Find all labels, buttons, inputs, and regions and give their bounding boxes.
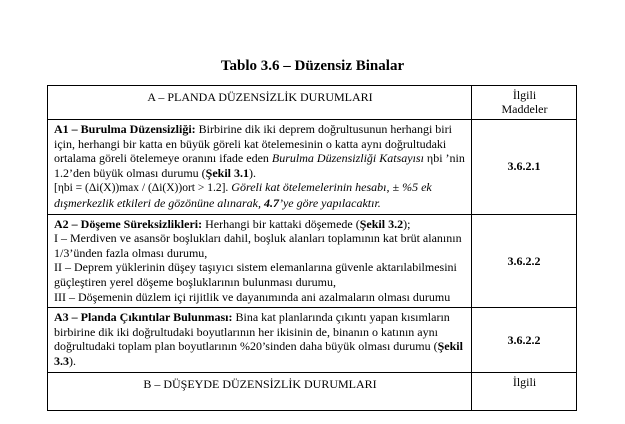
maddeler-label: Maddeler — [501, 102, 548, 116]
row-a3-clause: 3.6.2.2 — [472, 308, 577, 372]
row-a1-symbol: ηbi — [423, 151, 446, 166]
row-a1-heading: A1 – Burulma Düzensizliği: — [54, 122, 196, 136]
table-footer-row — [48, 372, 577, 410]
row-a1-text2: ’nin 1.2’den büyük olması durumu ( — [54, 151, 465, 180]
row-a1-description — [48, 120, 472, 215]
row-a1-clause: 3.6.2.1 — [472, 120, 577, 215]
related-clauses-header-b: İlgili — [472, 372, 577, 410]
row-a2-ref: Şekil 3.2 — [359, 216, 404, 231]
row-a2-text1: Herhangi bir kattaki döşemede ( — [202, 216, 360, 231]
irregular-buildings-table — [47, 85, 577, 411]
row-a2-heading: A2 – Döşeme Süreksizlikleri: — [54, 216, 203, 231]
row-a1-italic: Burulma Düzensizliği Katsayısı — [271, 151, 424, 166]
table-row — [48, 214, 577, 308]
row-a2-text2: ); — [403, 216, 411, 231]
row-a2-line1: I – Merdiven ve asansör boşlukları dahil, boşluk alanları toplamının kat brüt alanının 1/3’ünden fazla olması durumu, — [54, 231, 462, 260]
table-row — [48, 120, 577, 215]
row-a1-ref: Şekil 3.1 — [205, 165, 249, 180]
section-a-header: A – PLANDA DÜZENSİZLİK DURUMLARI — [48, 86, 472, 120]
row-a2-clause: 3.6.2.2 — [472, 214, 577, 308]
row-a3-heading: A3 – Planda Çıkıntılar Bulunması: — [54, 310, 233, 325]
row-a2-description — [48, 214, 472, 308]
row-a3-text1: Bina kat planlarında çıkıntı yapan kısımların birbirine dik iki doğrultudaki boyutlarının her ikisinin de, binanın o katının aynı doğrultudaki toplam plan boyutlarının %20’sinden daha büyük olması durumu ( — [54, 310, 450, 354]
row-a3-text2: ). — [69, 353, 76, 368]
related-clauses-header — [472, 86, 577, 120]
ilgili-label: İlgili — [512, 88, 537, 102]
row-a1-note-ref: 4.7 — [263, 195, 279, 210]
row-a2-line3: III – Döşemenin düzlem içi rijitlik ve dayanımında ani azalmaların olması durumu — [54, 289, 451, 304]
row-a3-ref: Şekil 3.3 — [54, 339, 463, 368]
row-a3-description — [48, 308, 472, 372]
row-a1-text3: ). — [249, 165, 256, 180]
row-a1-formula: [ηbi = (Δi(X))max / (Δi(X))ort > 1.2]. — [54, 182, 229, 195]
row-a2-line2: II – Deprem yüklerinin düşey taşıyıcı sistem elemanlarına güvenle aktarılabilmesini güçleştiren yerel döşeme boşluklarının bulunması durumu, — [54, 260, 457, 289]
table-row — [48, 308, 577, 372]
row-a1-note-a: Göreli kat ötelemelerinin hesabı, ± %5 ek dışmerkezlik etkileri de gözönüne alınarak, — [54, 180, 432, 210]
table-title: Tablo 3.6 – Düzensiz Binalar — [220, 58, 405, 74]
table-header-row — [48, 86, 577, 120]
row-a1-text1: Birbirine dik iki deprem doğrultusunun herhangi biri için, herhangi bir katta en büyük göreli kat ötelemesinin o katta aynı doğrultudaki ortalama göreli ötelemeye oranını ifade eden — [54, 122, 452, 166]
row-a1-note-b: ’ye göre yapılacaktır. — [278, 195, 381, 210]
section-b-header: B – DÜŞEYDE DÜZENSİZLİK DURUMLARI — [48, 372, 472, 410]
